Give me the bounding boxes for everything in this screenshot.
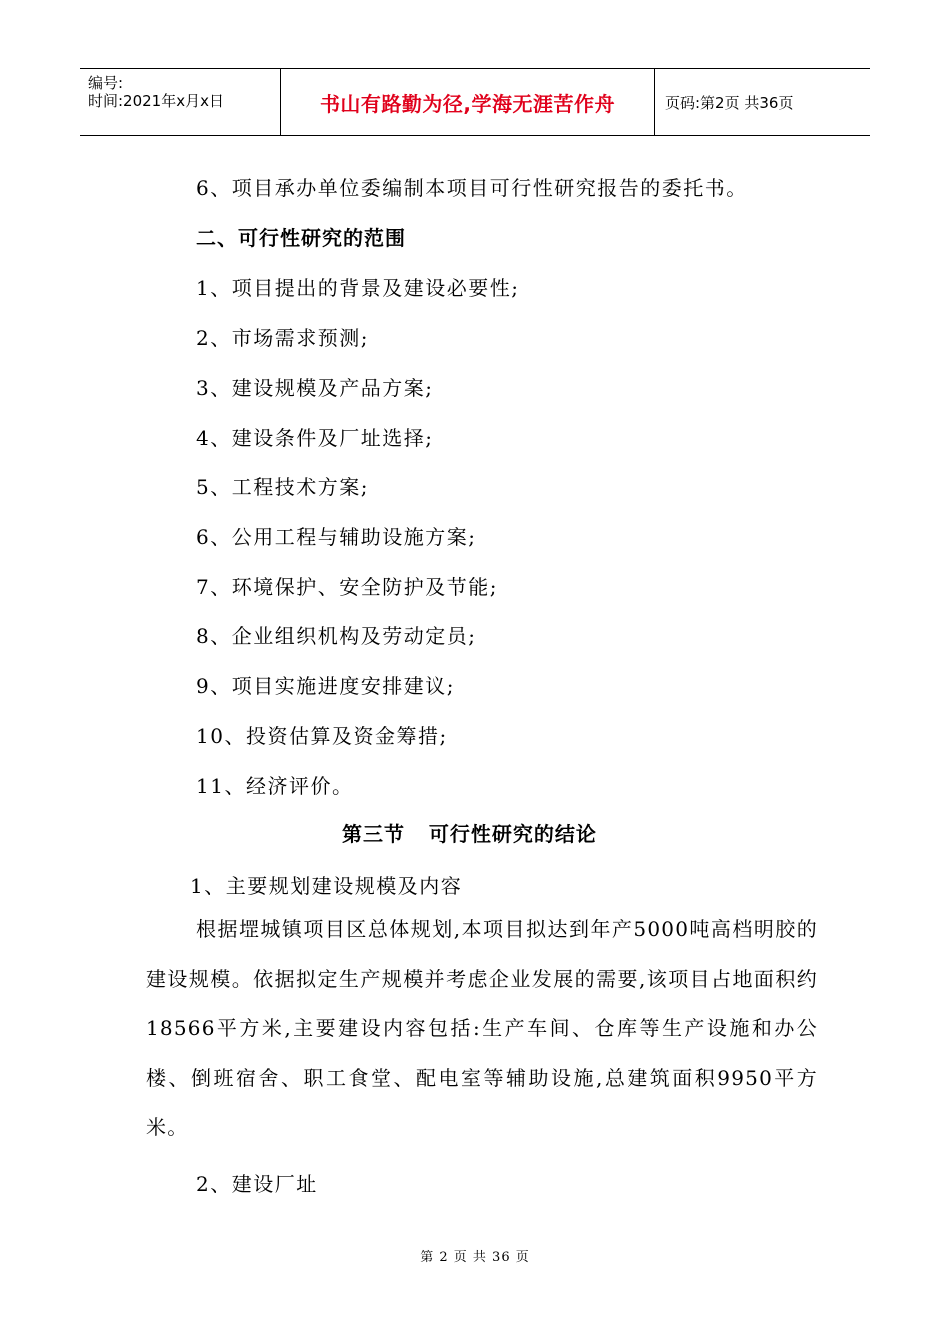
scope-item: 4、建设条件及厂址选择; <box>196 426 434 450</box>
header-meta <box>80 69 281 135</box>
scope-item: 9、项目实施进度安排建议; <box>196 674 455 698</box>
scope-item: 11、经济评价。 <box>196 774 354 798</box>
scope-item: 3、建设规模及产品方案; <box>196 376 434 400</box>
document-time-label: 时间:2021年x月x日 <box>88 92 224 110</box>
page-header <box>80 68 870 136</box>
subheading-scale-content: 1、主要规划建设规模及内容 <box>190 874 463 898</box>
scope-item: 2、市场需求预测; <box>196 326 369 350</box>
document-number-label: 编号: <box>88 74 124 92</box>
scope-item: 1、项目提出的背景及建设必要性; <box>196 276 520 300</box>
scope-item: 10、投资估算及资金筹措; <box>196 724 448 748</box>
list-item-prev-6: 6、项目承办单位委编制本项目可行性研究报告的委托书。 <box>196 176 748 200</box>
page-footer: 第 2 页 共 36 页 <box>420 1250 530 1265</box>
scope-item: 8、企业组织机构及劳动定员; <box>196 624 477 648</box>
scope-item: 7、环境保护、安全防护及节能; <box>196 575 498 599</box>
scope-item: 6、公用工程与辅助设施方案; <box>196 525 477 549</box>
scope-item: 5、工程技术方案; <box>196 475 369 499</box>
section-three-heading: 第三节 可行性研究的结论 <box>342 822 597 846</box>
section-two-heading: 二、可行性研究的范围 <box>196 226 406 250</box>
subheading-site: 2、建设厂址 <box>196 1172 318 1196</box>
header-page-info: 页码:第2页 共36页 <box>665 93 794 112</box>
header-motto: 书山有路勤为径,学海无涯苦作舟 <box>281 69 655 135</box>
paragraph-scale-content: 根据堽城镇项目区总体规划,本项目拟达到年产5000吨高档明胶的建设规模。依据拟定生产规模并考虑企业发展的需要,该项目占地面积约18566平方米,主要建设内容包括:生产车间、仓库等生产设施和办公楼、倒班宿舍、职工食堂、配电室等辅助设施,总建筑面积9950平方米。 <box>146 917 818 1139</box>
